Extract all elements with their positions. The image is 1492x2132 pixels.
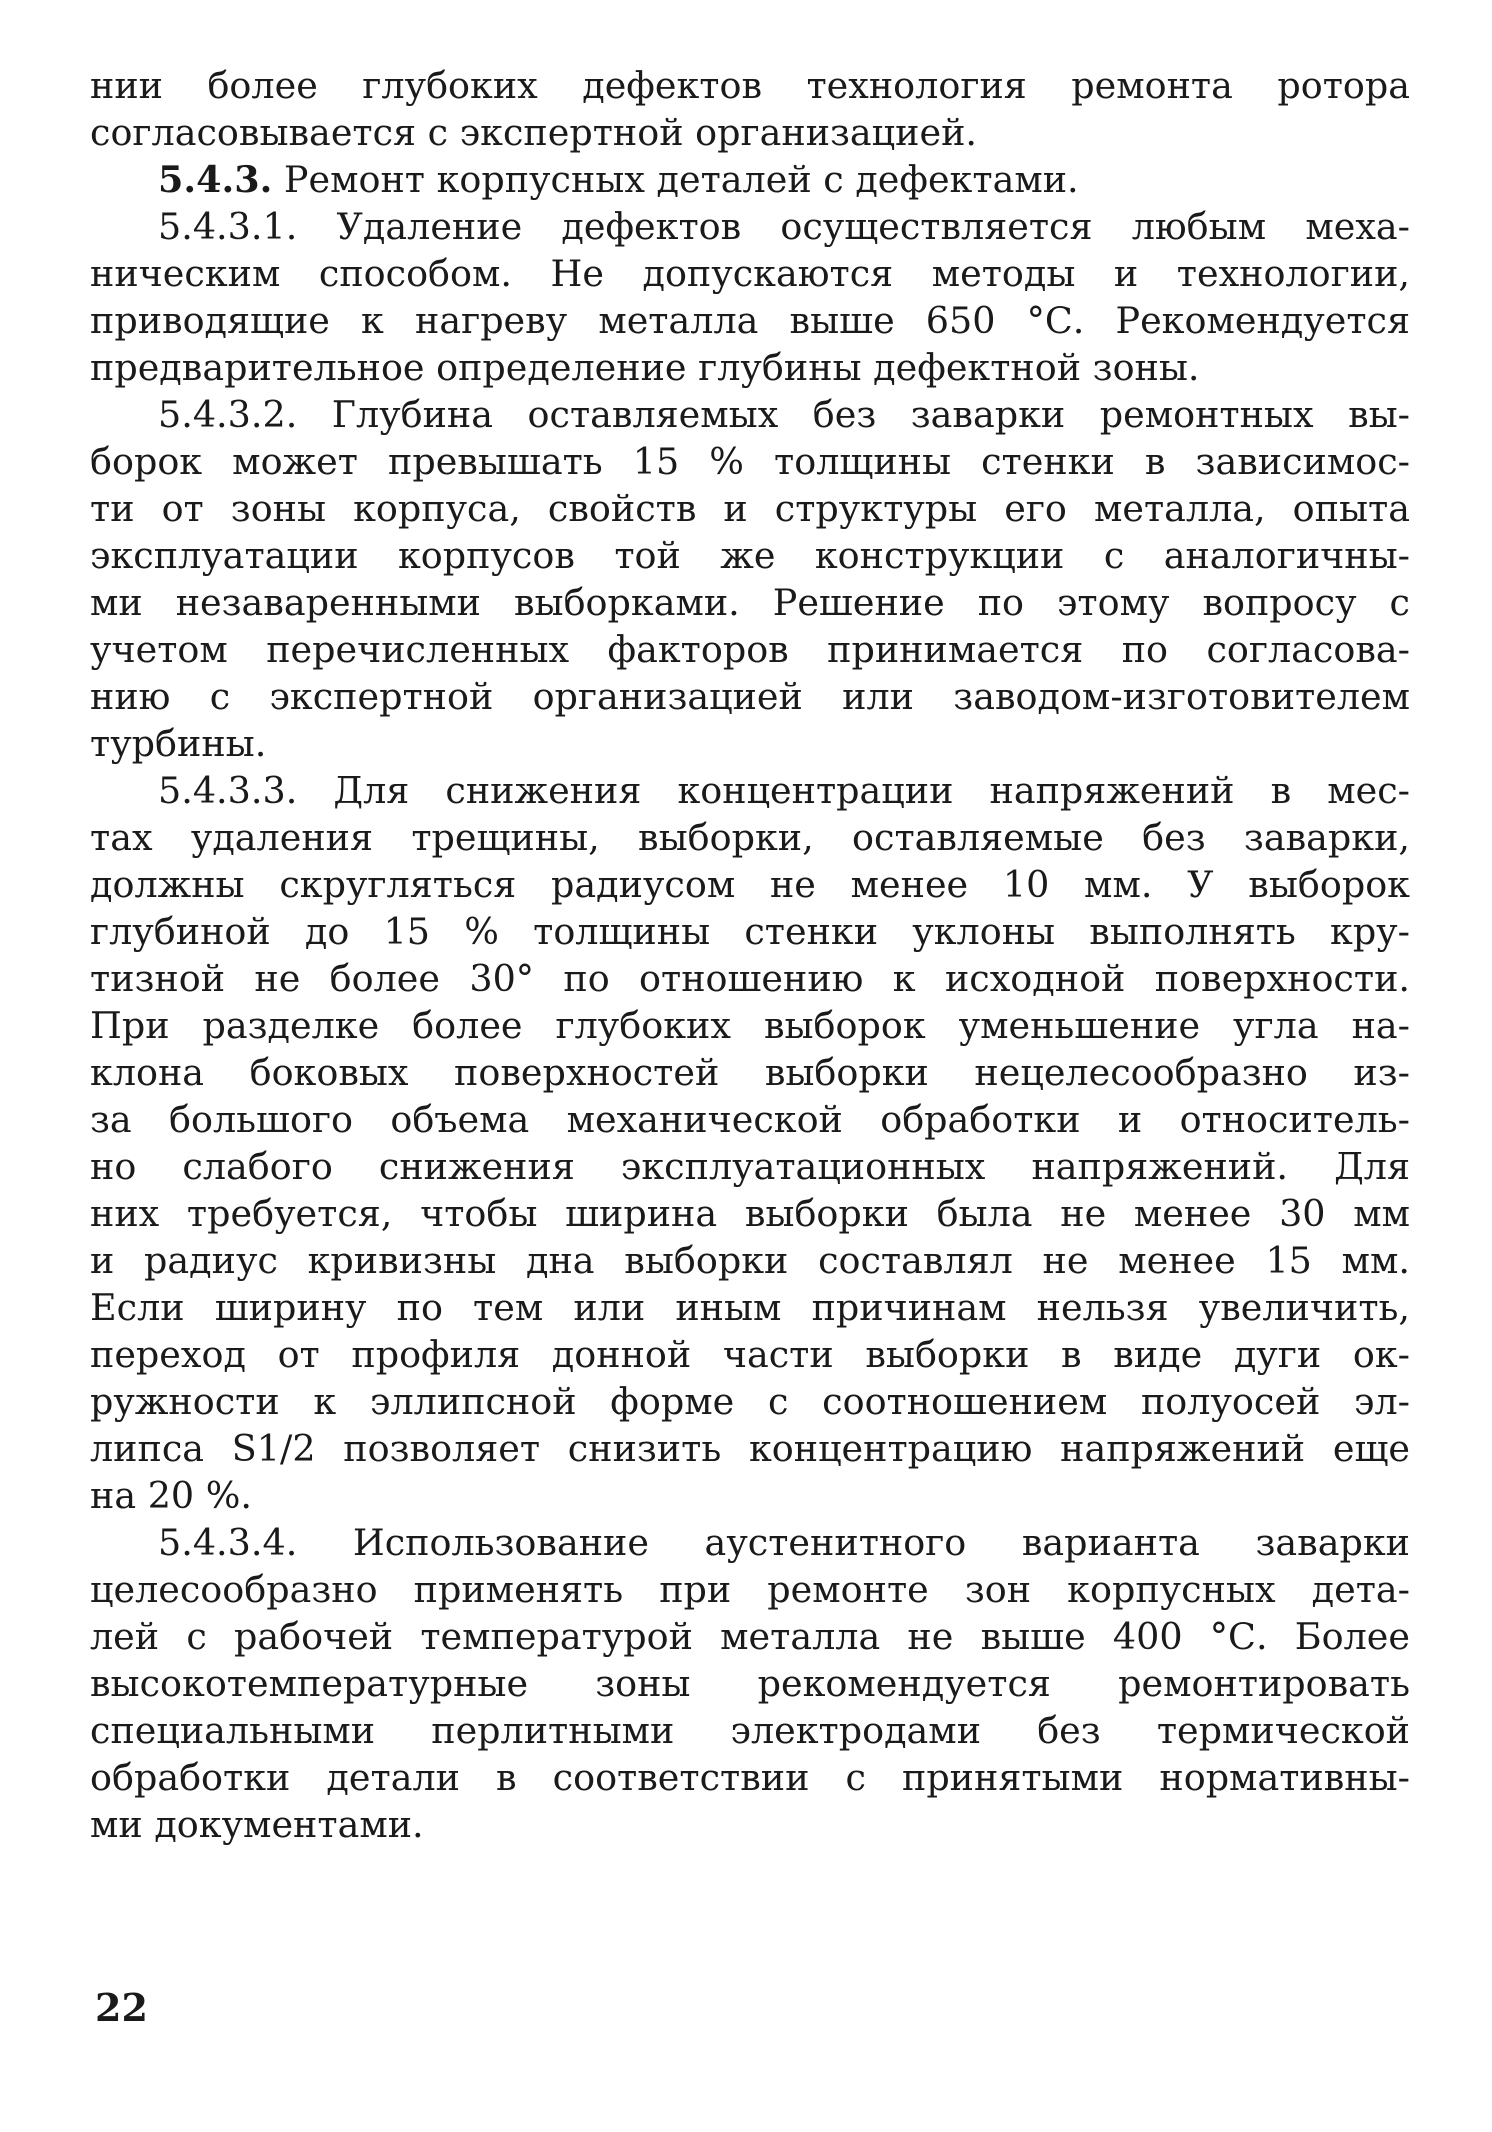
- text-line: нии более глубоких дефектов технология ремонта ротора: [90, 64, 1410, 107]
- text-line: 5.4.3.1. Удаление дефектов осуществляется любым меха-: [158, 205, 1410, 248]
- text-line: клона боковых поверхностей выборки нецелесообразно из-: [90, 1051, 1410, 1094]
- text-line: на 20 %.: [90, 1474, 253, 1517]
- text-line: 5.4.3.2. Глубина оставляемых без заварки ремонтных вы-: [158, 393, 1410, 436]
- text-line: за большого объема механической обработки и относитель-: [90, 1098, 1410, 1141]
- text-line: 5.4.3.3. Для снижения концентрации напряжений в мес-: [158, 769, 1410, 812]
- text-line: лей с рабочей температурой металла не выше 400 °С. Более: [90, 1615, 1410, 1658]
- text-line: целесообразно применять при ремонте зон корпусных дета-: [90, 1568, 1410, 1611]
- text-line: тах удаления трещины, выборки, оставляемые без заварки,: [90, 816, 1410, 859]
- text-line: обработки детали в соответствии с принятыми нормативны-: [90, 1756, 1410, 1799]
- heading-line: [90, 156, 1410, 203]
- text-line: нию с экспертной организацией или заводом-изготовителем: [90, 675, 1410, 718]
- page-number: 22: [95, 1985, 148, 2030]
- text-line: турбины.: [90, 722, 267, 765]
- text-line: глубиной до 15 % толщины стенки уклоны выполнять кру-: [90, 910, 1410, 953]
- text-line: предварительное определение глубины дефектной зоны.: [90, 346, 1200, 389]
- text-line: 5.4.3.4. Использование аустенитного варианта заварки: [158, 1521, 1410, 1564]
- text-line: липса S1/2 позволяет снизить концентрацию напряжений еще: [90, 1427, 1410, 1470]
- text-line: специальными перлитными электродами без термической: [90, 1709, 1410, 1752]
- text-line: переход от профиля донной части выборки в виде дуги ок-: [90, 1333, 1410, 1376]
- heading-number: 5.4.3.: [158, 158, 273, 201]
- text-line: приводящие к нагреву металла выше 650 °С. Рекомендуется: [90, 299, 1410, 342]
- text-line: них требуется, чтобы ширина выборки была не менее 30 мм: [90, 1192, 1410, 1235]
- text-line: высокотемпературные зоны рекомендуется ремонтировать: [90, 1662, 1410, 1705]
- paragraph-5-4-3-2: [90, 391, 1410, 767]
- text-line: и радиус кривизны дна выборки составлял не менее 15 мм.: [90, 1239, 1410, 1282]
- text-line: должны скругляться радиусом не менее 10 мм. У выборок: [90, 863, 1410, 906]
- page-body: [90, 62, 1410, 1848]
- text-line: учетом перечисленных факторов принимается по согласова-: [90, 628, 1410, 671]
- text-line: При разделке более глубоких выборок уменьшение угла на-: [90, 1004, 1410, 1047]
- text-line: тизной не более 30° по отношению к исходной поверхности.: [90, 957, 1410, 1000]
- heading-title: Ремонт корпусных деталей с дефектами.: [272, 158, 1079, 201]
- text-line: ми незаваренными выборками. Решение по этому вопросу с: [90, 581, 1410, 624]
- text-line: борок может превышать 15 % толщины стенки в зависимос-: [90, 440, 1410, 483]
- text-line: Если ширину по тем или иным причинам нельзя увеличить,: [90, 1286, 1410, 1329]
- text-line: ми документами.: [90, 1803, 424, 1846]
- text-line: ти от зоны корпуса, свойств и структуры его металла, опыта: [90, 487, 1410, 530]
- paragraph-5-4-3-3: [90, 767, 1410, 1519]
- paragraph-5-4-3-1: [90, 203, 1410, 391]
- text-line: но слабого снижения эксплуатационных напряжений. Для: [90, 1145, 1410, 1188]
- text-line: согласовывается с экспертной организацией.: [90, 111, 978, 154]
- paragraph-continuation: [90, 62, 1410, 156]
- paragraph-5-4-3-4: [90, 1519, 1410, 1848]
- text-line: ническим способом. Не допускаются методы и технологии,: [90, 252, 1410, 295]
- section-heading-5-4-3: [90, 156, 1410, 203]
- text-line: эксплуатации корпусов той же конструкции с аналогичны-: [90, 534, 1410, 577]
- text-line: ружности к эллипсной форме с соотношением полуосей эл-: [90, 1380, 1410, 1423]
